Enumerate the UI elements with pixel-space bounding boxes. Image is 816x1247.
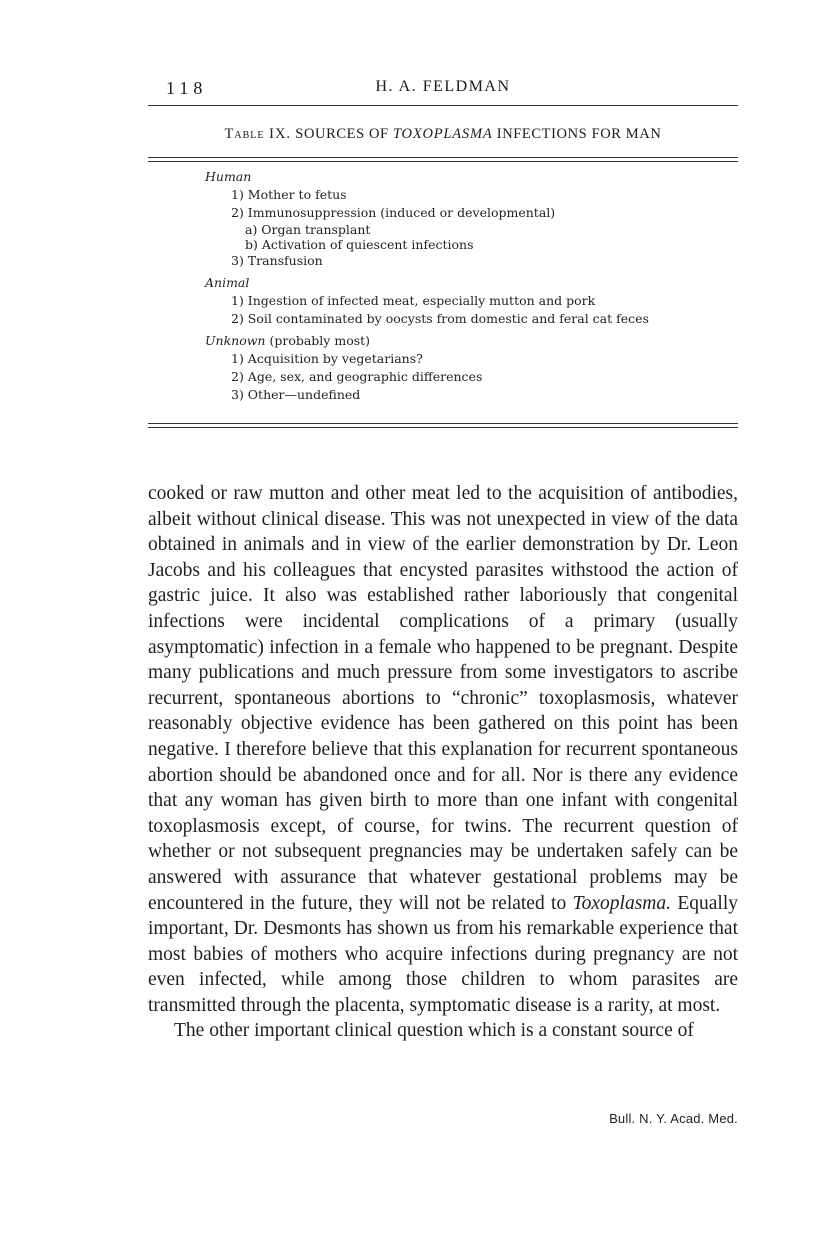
table-item: 2) Immunosuppression (induced or developmental): [231, 205, 556, 220]
paragraph-2: The other important clinical question which is a constant source of: [174, 1020, 694, 1042]
table-subitem: b) Activation of quiescent infections: [245, 237, 474, 252]
journal-footer: Bull. N. Y. Acad. Med.: [609, 1111, 738, 1126]
table-subitem: a) Organ transplant: [245, 222, 371, 237]
table-item: 1) Mother to fetus: [231, 187, 347, 202]
table-caption-pre: SOURCES OF: [295, 126, 389, 142]
page-number: 118: [166, 78, 208, 98]
table-caption-italic: TOXOPLASMA: [392, 126, 493, 142]
category-name: Human: [205, 169, 252, 184]
table-body: [205, 168, 725, 404]
table-item: 2) Age, sex, and geographic differences: [231, 369, 483, 384]
category-name: Unknown: [205, 333, 266, 348]
table-label: Table IX.: [224, 126, 292, 142]
table-caption: [148, 126, 738, 143]
paragraph-1: cooked or raw mutton and other meat led to the acquisition of antibodies, albeit without clinical disease. This was not unexpected in view of the data obtained in animals and in view of the earlier demonstration by Dr. Leon Jacobs and his colleagues that encysted parasites withstood the action of gastric juice. It also was established rather laboriously that congenital infections were incidental complications of a primary (usually asymptomatic) infection in a female who happened to be pregnant. Despite many publications and much pressure from some investigators to ascribe recurrent, spontaneous abortions to “chronic” toxoplasmosis, whatever reasonably objective evidence has been gathered on this point has been negative. I therefore believe that this explanation for recurrent spontaneous abortion should be abandoned once and for all. Nor is there any evidence that any woman has given birth to more than one infant with congenital toxoplasmosis except, of course, for twins. The recurrent question of whether or not subsequent pregnancies may be undertaken safely can be answered with assurance that whatever gestational problems may be encountered in the future, they will not be related to Toxoplasma. Equally important, Dr. Desmonts has shown us from his remarkable experience that most babies of mothers who acquire infections during pregnancy are not even infected, while among those children to whom parasites are transmitted through the placenta, symptomatic disease is a rarity, at most.: [148, 483, 738, 1016]
running-head: H. A. FELDMAN: [375, 78, 511, 95]
table-top-rule: [148, 157, 738, 162]
table-item: 1) Acquisition by vegetarians?: [231, 351, 423, 366]
table-item: 1) Ingestion of infected meat, especially mutton and pork: [231, 293, 596, 308]
table-item: 3) Other—undefined: [231, 387, 361, 402]
table-bottom-rule: [148, 423, 738, 428]
category-unknown: [205, 332, 725, 350]
table-caption-post: INFECTIONS FOR MAN: [496, 126, 662, 142]
category-name: Animal: [205, 275, 250, 290]
page-header: [148, 78, 738, 102]
table-item: 3) Transfusion: [231, 253, 323, 268]
category-human: [205, 168, 725, 186]
header-rule: [148, 105, 738, 106]
body-text: [148, 481, 738, 1044]
italic-toxoplasma: Toxoplasma.: [572, 892, 671, 914]
category-suffix: (probably most): [265, 333, 371, 348]
table-item: 2) Soil contaminated by oocysts from domestic and feral cat feces: [231, 311, 649, 326]
category-animal: [205, 274, 725, 292]
